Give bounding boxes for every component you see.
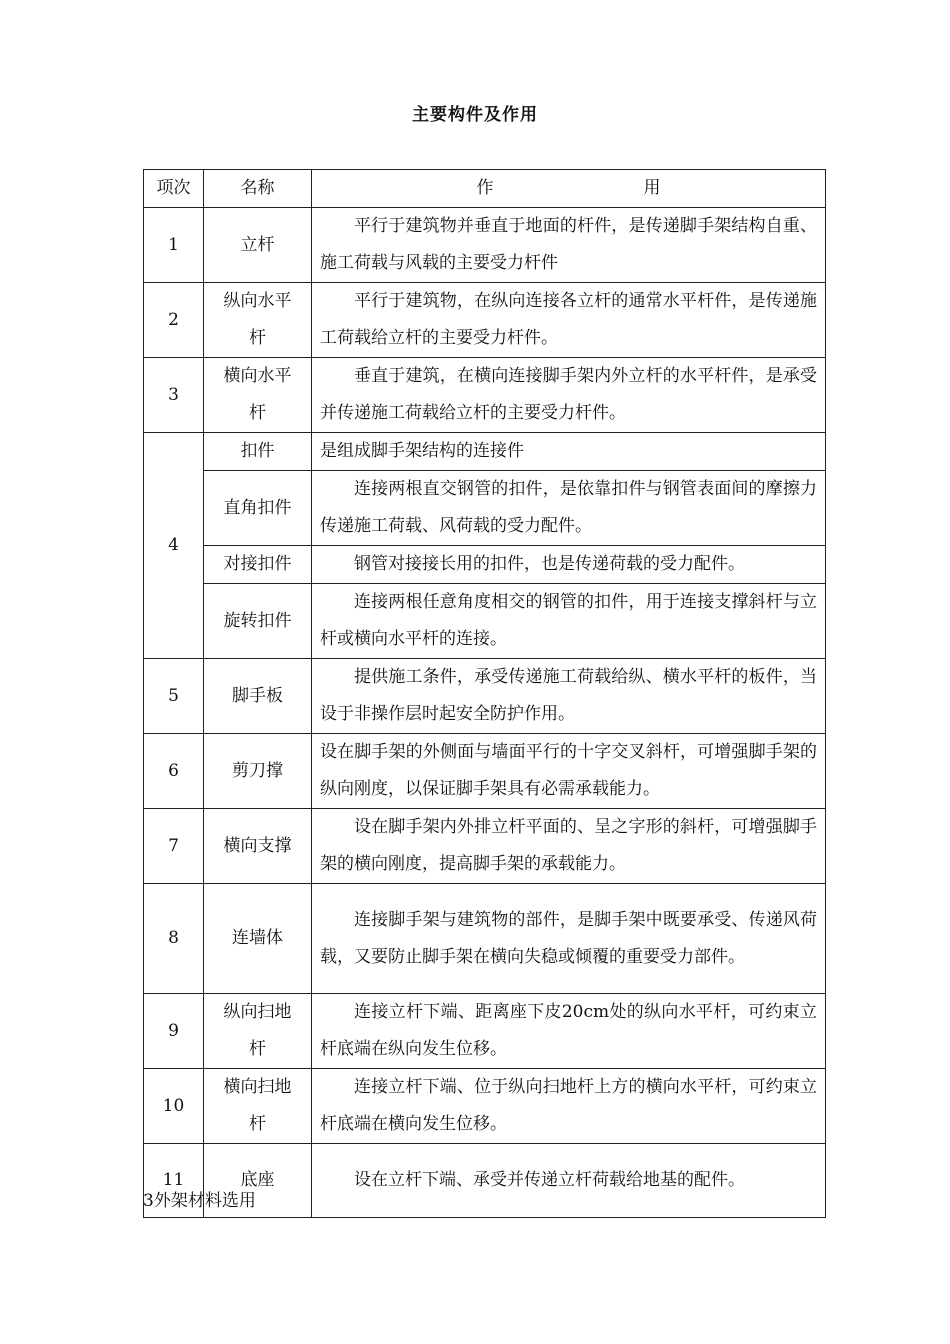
row-no: 7	[144, 809, 204, 884]
table-row	[144, 358, 826, 433]
row-no: 5	[144, 659, 204, 734]
row-no: 2	[144, 283, 204, 358]
row-name: 底座	[204, 1144, 312, 1218]
row-no: 4	[144, 433, 204, 659]
row-desc: 是组成脚手架结构的连接件	[312, 433, 826, 471]
row-no: 1	[144, 208, 204, 283]
row-name: 扣件	[204, 433, 312, 471]
row-name: 横向扫地杆	[204, 1069, 312, 1144]
row-name: 对接扣件	[204, 546, 312, 584]
table-row	[144, 433, 826, 471]
table-row	[144, 659, 826, 734]
header-use: 作 用	[312, 170, 826, 208]
table-row	[144, 994, 826, 1069]
row-desc: 连接立杆下端、位于纵向扫地杆上方的横向水平杆，可约束立杆底端在横向发生位移。	[312, 1069, 826, 1144]
row-name: 脚手板	[204, 659, 312, 734]
table-row	[144, 546, 826, 584]
row-desc: 连接两根直交钢管的扣件，是依靠扣件与钢管表面间的摩擦力传递施工荷载、风荷载的受力配件。	[312, 471, 826, 546]
table-row	[144, 584, 826, 659]
row-name: 横向支撑	[204, 809, 312, 884]
row-no: 6	[144, 734, 204, 809]
row-name: 旋转扣件	[204, 584, 312, 659]
table-row	[144, 734, 826, 809]
row-desc: 提供施工条件，承受传递施工荷载给纵、横水平杆的板件，当设于非操作层时起安全防护作用。	[312, 659, 826, 734]
table-row	[144, 1069, 826, 1144]
row-no: 3	[144, 358, 204, 433]
row-name: 立杆	[204, 208, 312, 283]
row-desc: 钢管对接接长用的扣件，也是传递荷载的受力配件。	[312, 546, 826, 584]
header-no: 项次	[144, 170, 204, 208]
row-desc: 平行于建筑物并垂直于地面的杆件，是传递脚手架结构自重、施工荷载与风载的主要受力杆件	[312, 208, 826, 283]
row-desc: 连接脚手架与建筑物的部件，是脚手架中既要承受、传递风荷载，又要防止脚手架在横向失稳或倾覆的重要受力部件。	[312, 884, 826, 994]
row-no: 9	[144, 994, 204, 1069]
page-title: 主要构件及作用	[412, 105, 538, 125]
row-name: 连墙体	[204, 884, 312, 994]
row-desc: 连接两根任意角度相交的钢管的扣件，用于连接支撑斜杆与立杆或横向水平杆的连接。	[312, 584, 826, 659]
row-name: 纵向水平杆	[204, 283, 312, 358]
row-name: 横向水平杆	[204, 358, 312, 433]
table-row	[144, 884, 826, 994]
header-name: 名称	[204, 170, 312, 208]
row-name: 剪刀撑	[204, 734, 312, 809]
row-desc: 设在脚手架的外侧面与墙面平行的十字交叉斜杆，可增强脚手架的纵向刚度，以保证脚手架具有必需承载能力。	[312, 734, 826, 809]
row-no: 10	[144, 1069, 204, 1144]
row-no: 8	[144, 884, 204, 994]
row-name: 纵向扫地杆	[204, 994, 312, 1069]
table-row	[144, 208, 826, 283]
components-table	[143, 169, 826, 1218]
row-desc: 连接立杆下端、距离座下皮20cm处的纵向水平杆，可约束立杆底端在纵向发生位移。	[312, 994, 826, 1069]
table-row	[144, 471, 826, 546]
row-name: 直角扣件	[204, 471, 312, 546]
table-row	[144, 283, 826, 358]
table-row	[144, 809, 826, 884]
table-header-row	[144, 170, 826, 208]
row-desc: 平行于建筑物，在纵向连接各立杆的通常水平杆件，是传递施工荷载给立杆的主要受力杆件。	[312, 283, 826, 358]
row-desc: 垂直于建筑，在横向连接脚手架内外立杆的水平杆件，是承受并传递施工荷载给立杆的主要受力杆件。	[312, 358, 826, 433]
row-desc: 设在立杆下端、承受并传递立杆荷载给地基的配件。	[312, 1144, 826, 1218]
row-desc: 设在脚手架内外排立杆平面的、呈之字形的斜杆，可增强脚手架的横向刚度，提高脚手架的承载能力。	[312, 809, 826, 884]
section-heading: 3外架材料选用	[143, 1191, 256, 1211]
row-no: 11	[144, 1144, 204, 1218]
